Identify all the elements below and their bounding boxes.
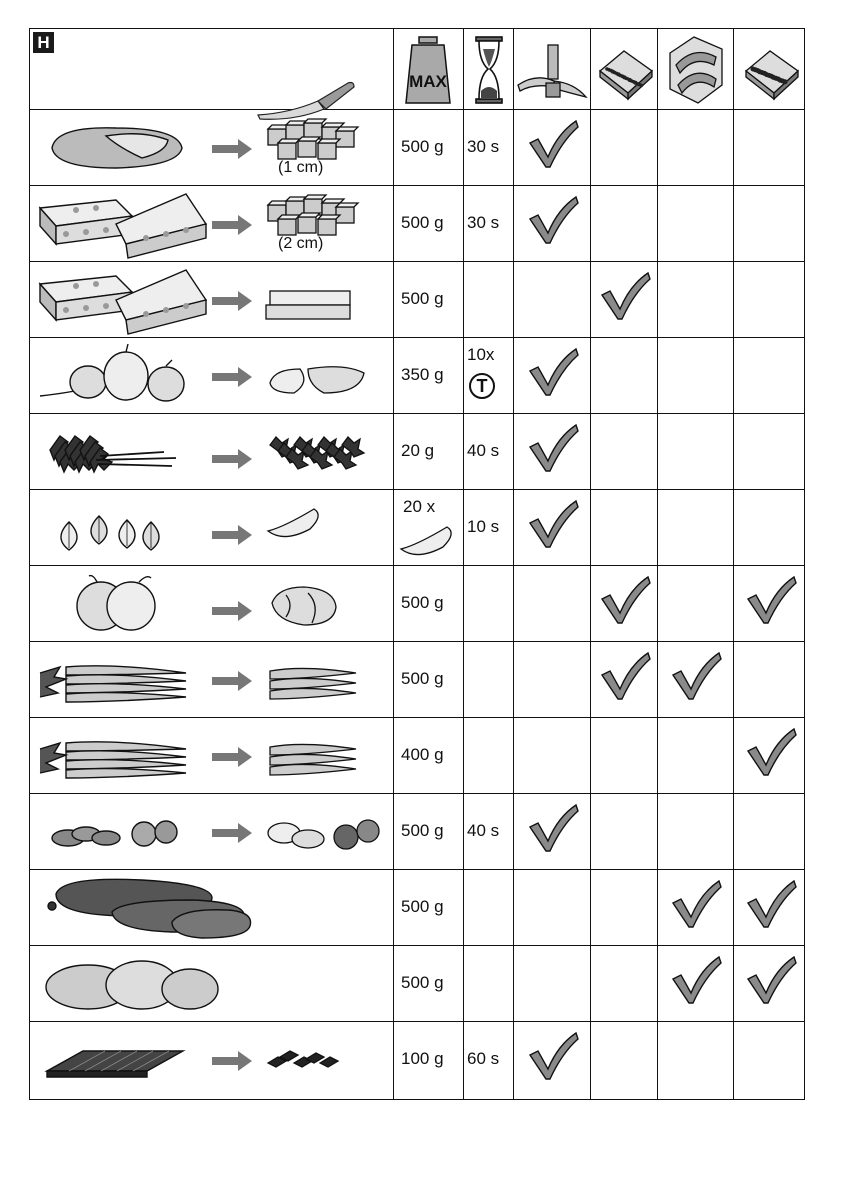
carrots-icon (36, 729, 196, 781)
onion-pieces-icon (264, 349, 364, 401)
garlic-icon (51, 502, 181, 552)
max-amount: 500 g (401, 973, 444, 992)
max-amount: 500 g (401, 821, 444, 840)
processing-time: 10 s (467, 517, 500, 536)
apples-icon (61, 574, 171, 632)
check-mark-icon (746, 577, 796, 625)
check-mark-icon (528, 197, 578, 245)
cheese-icon (36, 262, 208, 336)
max-amount: 500 g (401, 669, 444, 688)
check-mark-icon (600, 273, 650, 321)
chopping-blade-icon (516, 37, 588, 103)
arrow-icon (212, 215, 252, 235)
chopped-nuts-icon (264, 805, 364, 857)
arrow-icon (212, 139, 252, 159)
check-mark-icon (528, 349, 578, 397)
slicing-disc-icon (664, 35, 726, 105)
grated-cheese-icon (264, 273, 364, 325)
onions-icon (36, 346, 196, 404)
check-mark-icon (600, 653, 650, 701)
processing-time: 30 s (467, 137, 500, 156)
max-amount: 500 g (401, 289, 444, 308)
garlic-clove-icon (264, 501, 364, 553)
hourglass-icon (470, 35, 508, 105)
chopped-parsley-icon (264, 425, 364, 477)
check-mark-icon (671, 957, 721, 1005)
chocolate-icon (43, 1037, 189, 1081)
arrow-icon (212, 1051, 252, 1071)
arrow-icon (212, 291, 252, 311)
check-mark-icon (746, 957, 796, 1005)
check-mark-icon (671, 881, 721, 929)
garlic-clove-icon (397, 519, 457, 559)
table-row (30, 337, 806, 413)
check-mark-icon (746, 881, 796, 929)
processing-time: 30 s (467, 213, 500, 232)
arrow-icon (212, 367, 252, 387)
shredding-disc-coarse-icon (594, 45, 656, 103)
chocolate-pieces-icon (264, 1033, 364, 1085)
check-mark-icon (528, 121, 578, 169)
max-amount: 500 g (401, 137, 444, 156)
carrot-pieces-icon (264, 729, 364, 781)
check-mark-icon (528, 1033, 578, 1081)
check-mark-icon (746, 729, 796, 777)
table-row (30, 109, 806, 185)
almonds-hazelnuts-icon (46, 806, 186, 856)
table-row (30, 945, 806, 1021)
table-row (30, 717, 806, 793)
table-row (30, 1021, 806, 1097)
shredding-disc-fine-icon (740, 45, 802, 103)
food-processing-table (29, 28, 805, 1100)
processing-time: 40 s (467, 441, 500, 460)
table-row (30, 869, 806, 945)
processing-time: 40 s (467, 821, 500, 840)
max-amount: 400 g (401, 745, 444, 764)
check-mark-icon (671, 653, 721, 701)
max-amount: 500 g (401, 593, 444, 612)
cubes-icon (264, 189, 364, 241)
section-label: H (33, 32, 54, 53)
check-mark-icon (600, 577, 650, 625)
processing-time: 60 s (467, 1049, 500, 1068)
cubes-icon (264, 113, 364, 165)
turbo-button-icon: T (469, 373, 495, 399)
meat-icon (46, 118, 186, 176)
table-row (30, 793, 806, 869)
max-weight-icon (402, 35, 454, 105)
arrow-icon (212, 601, 252, 621)
table-row (30, 185, 806, 261)
max-amount: 500 g (401, 213, 444, 232)
potatoes-icon (42, 953, 222, 1013)
max-label: MAX (409, 72, 447, 91)
arrow-icon (212, 823, 252, 843)
check-mark-icon (528, 805, 578, 853)
max-amount: 100 g (401, 1049, 444, 1068)
check-mark-icon (528, 501, 578, 549)
max-amount: 500 g (401, 897, 444, 916)
arrow-icon (212, 525, 252, 545)
arrow-icon (212, 671, 252, 691)
table-row (30, 641, 806, 717)
cucumber-icon (42, 872, 256, 942)
table-row (30, 261, 806, 337)
parsley-icon (46, 426, 186, 476)
cut-size-label: (2 cm) (278, 235, 324, 252)
arrow-icon (212, 747, 252, 767)
apple-slices-icon (264, 577, 364, 629)
arrow-icon (212, 449, 252, 469)
hard-cheese-icon (36, 186, 208, 260)
max-amount: 20 g (401, 441, 435, 460)
max-amount: 20 x (403, 497, 436, 516)
table-row (30, 413, 806, 489)
max-amount: 350 g (401, 365, 444, 384)
table-row (30, 489, 806, 565)
table-row (30, 565, 806, 641)
processing-time: 10x (467, 345, 495, 364)
carrots-icon (36, 653, 196, 705)
check-mark-icon (528, 425, 578, 473)
carrot-pieces-icon (264, 653, 364, 705)
cut-size-label: (1 cm) (278, 159, 324, 176)
